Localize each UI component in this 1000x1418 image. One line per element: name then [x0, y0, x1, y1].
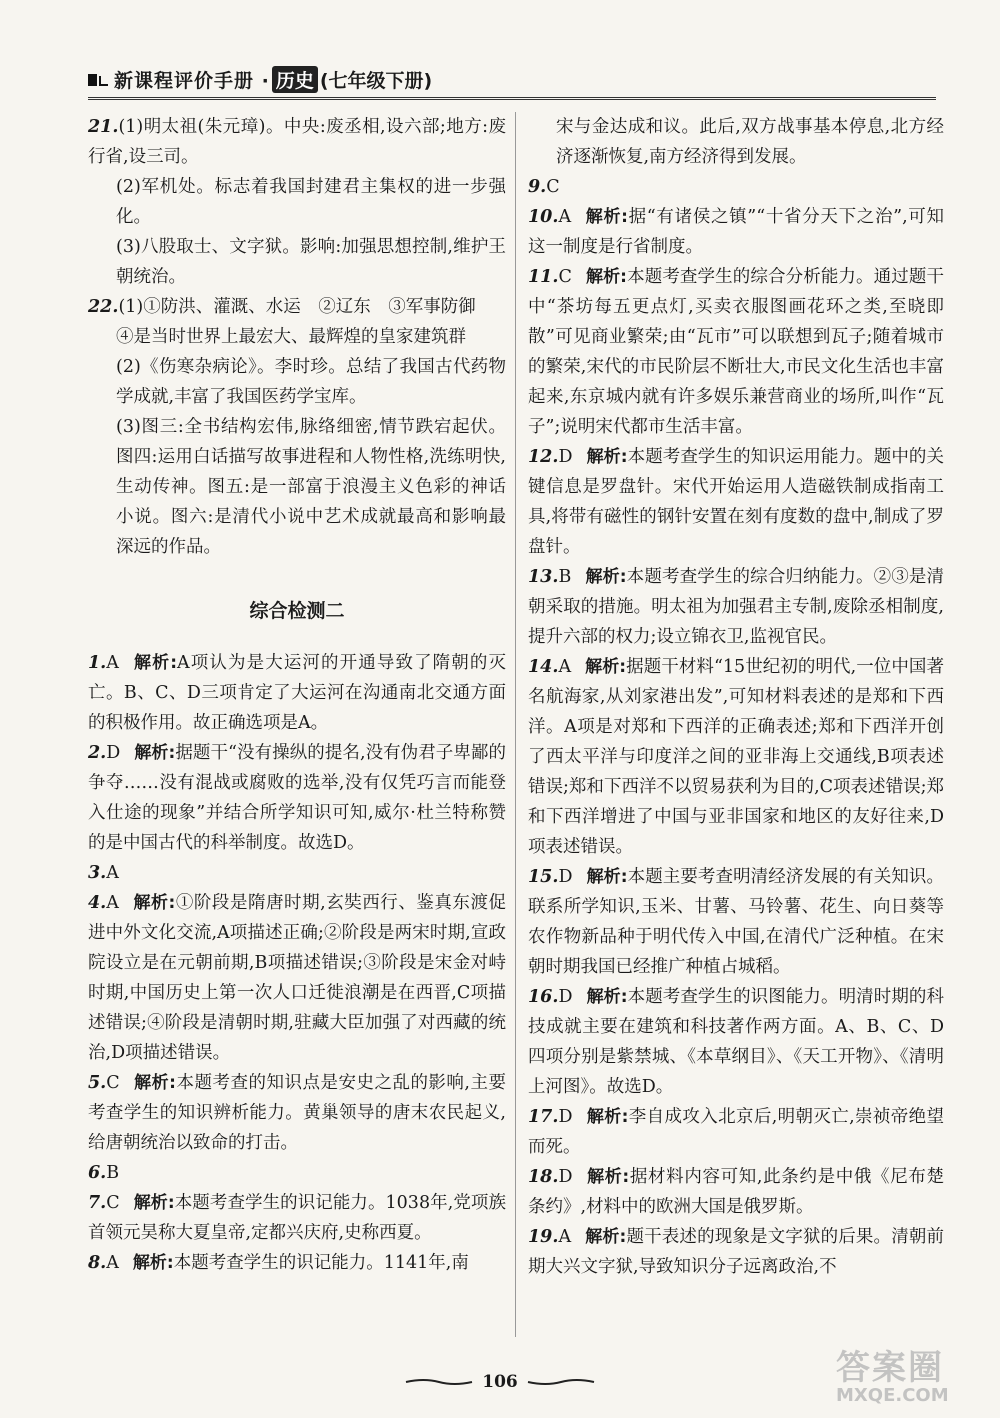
analysis-label: 解析: — [132, 653, 178, 673]
answer-line: (3)图三:全书结构宏伟,脉络细密,情节跌宕起伏。图四:运用白话描写故事进程和人物性格,洗练明快,生动传神。图五:是一部富于浪漫主义色彩的神话小说。图六:是清代小说中艺术成就最高和影响最深远的作品。 — [116, 417, 506, 557]
analysis-text: 题干表述的现象是文字狱的后果。清朝前期大兴文字狱,导致知识分子远离政治,不 — [528, 1227, 944, 1277]
analysis-label: 解析: — [586, 447, 628, 467]
watermark — [836, 1340, 986, 1410]
question-number: 18. — [528, 1167, 559, 1187]
answer-item — [528, 442, 944, 562]
analysis-text: 本题考查学生的综合分析能力。通过题干中“茶坊每五更点灯,买卖衣服图画花环之类,至晓即散”可见商业繁荣;由“瓦市”可以联想到瓦子;随着城市的繁荣,宋代的市民阶层不断壮大,市民文化生活也丰富起来,东京城内就有许多娱乐兼营商业的场所,叫作“瓦子”;说明宋代都市生活丰富。 — [528, 267, 944, 437]
left-column — [88, 112, 506, 1278]
watermark-url: MXQE.COM — [836, 1385, 949, 1406]
answer-item — [528, 862, 944, 982]
analysis-text: 李自成攻入北京后,明朝灭亡,崇祯帝绝望而死。 — [528, 1107, 944, 1157]
answer-choice: A — [558, 657, 572, 677]
answer-line: (2)《伤寒杂病论》。李时珍。总结了我国古代药物学成就,丰富了我国医药学宝库。 — [116, 357, 506, 407]
question-number: 13. — [528, 567, 559, 587]
analysis-text: 本题考查学生的知识运用能力。题中的关键信息是罗盘针。宋代开始运用人造磁铁制成指南工具,将带有磁性的钢针安置在刻有度数的盘中,制成了罗盘针。 — [528, 447, 944, 557]
left-ornament-icon — [404, 1377, 474, 1387]
answer-item — [528, 202, 944, 262]
question-22 — [88, 292, 506, 562]
answer-choice: D — [558, 1167, 573, 1187]
question-number: 3. — [88, 863, 107, 883]
analysis-text: ①阶段是隋唐时期,玄奘西行、鉴真东渡促进中外文化交流,A项描述正确;②阶段是两宋时期,宣政院设立是在元朝前期,B项描述错误;③阶段是宋金对峙时期,中国历史上第一次人口迁徙浪潮是在西晋,C项描述错误;④阶段是清朝时期,驻藏大臣加强了对西藏的统治,D项描述错误。 — [88, 893, 506, 1063]
answer-item — [528, 172, 944, 202]
answer-choice: D — [558, 987, 573, 1007]
answer-choice: A — [558, 1227, 572, 1247]
answer-line: (1)①防洪、灌溉、水运 ②辽东 ③军事防御 — [118, 297, 476, 317]
answer-choice: D — [558, 447, 573, 467]
question-number: 1. — [88, 653, 107, 673]
section-title: 综合检测二 — [249, 600, 345, 622]
answer-item — [528, 1162, 944, 1222]
analysis-label: 解析: — [585, 267, 627, 287]
right-ornament-icon — [526, 1377, 596, 1387]
analysis-label: 解析: — [134, 743, 176, 763]
header-grade: (七年级下册) — [319, 69, 433, 92]
answer-choice: A — [106, 1253, 119, 1273]
question-number: 21. — [88, 117, 119, 137]
question-number: 16. — [528, 987, 559, 1007]
answer-item — [88, 648, 506, 738]
answer-choice: A — [558, 207, 572, 227]
answer-choice: C — [106, 1073, 120, 1093]
analysis-text: 据“有诸侯之镇”“十省分天下之治”,可知这一制度是行省制度。 — [528, 207, 944, 257]
question-number: 17. — [528, 1107, 559, 1127]
answer-item — [88, 1068, 506, 1158]
question-number: 14. — [528, 657, 559, 677]
answer-choice: B — [558, 567, 572, 587]
answer-item — [88, 858, 506, 888]
answer-choice: C — [546, 177, 560, 197]
analysis-label: 解析: — [586, 987, 628, 1007]
analysis-text: A项认为是大运河的开通导致了隋朝的灭亡。B、C、D三项肯定了大运河在沟通南北交通方面的积极作用。故正确选项是A。 — [88, 653, 506, 733]
answer-item — [528, 562, 944, 652]
question-number: 6. — [88, 1163, 107, 1183]
analysis-label: 解析: — [586, 1167, 630, 1187]
answer-line: (1)明太祖(朱元璋)。中央:废丞相,设六部;地方:废行省,设三司。 — [88, 117, 506, 167]
answer-item — [88, 1248, 506, 1278]
answer-item — [88, 1188, 506, 1248]
book-icon — [88, 72, 108, 86]
answer-choice: C — [558, 267, 572, 287]
answer-list-right — [528, 172, 944, 1282]
answer-line: (3)八股取士、文字狱。影响:加强思想控制,维护王朝统治。 — [116, 237, 506, 287]
question-number: 10. — [528, 207, 559, 227]
answer-item — [528, 982, 944, 1102]
analysis-text: 据题干材料“15世纪初的明代,一位中国著名航海家,从刘家港出发”,可知材料表述的是郑和下西洋。A项是对郑和下西洋的正确表述;郑和下西洋开创了西太平洋与印度洋之间的亚非海上交通线,B项表述错误;郑和下西洋不以贸易获利为目的,C项表述错误;郑和下西洋增进了中国与亚非国家和地区的友好往来,D项表述错误。 — [528, 657, 944, 857]
answer-choice: D — [558, 867, 573, 887]
analysis-text: 本题考查学生的识记能力。1141年,南 — [173, 1253, 469, 1273]
analysis-text: 本题考查学生的识图能力。明清时期的科技成就主要在建筑和科技著作两方面。A、B、C、D四项分别是紫禁城、《本草纲目》、《天工开物》、《清明上河图》。故选D。 — [528, 987, 944, 1097]
answer-item — [528, 262, 944, 442]
question-number: 8. — [88, 1253, 107, 1273]
answer-item — [88, 738, 506, 858]
answer-line: (2)军机处。标志着我国封建君主集权的进一步强化。 — [116, 177, 506, 227]
continuation-line: 宋与金达成和议。此后,双方战事基本停息,北方经济逐渐恢复,南方经济得到发展。 — [556, 117, 944, 167]
analysis-label: 解析: — [585, 1227, 627, 1247]
answer-item — [88, 888, 506, 1068]
page-header — [88, 62, 938, 96]
answer-item — [528, 1222, 944, 1282]
analysis-label: 解析: — [586, 867, 628, 887]
answer-choice: A — [106, 893, 119, 913]
analysis-label: 解析: — [585, 207, 628, 227]
answer-line: ④是当时世界上最宏大、最辉煌的皇家建筑群 — [116, 327, 466, 347]
analysis-label: 解析: — [133, 1073, 176, 1093]
analysis-label: 解析: — [132, 893, 176, 913]
question-21 — [88, 112, 506, 292]
analysis-text: 本题考查学生的识记能力。1038年,党项族首领元昊称大夏皇帝,定都兴庆府,史称西夏。 — [88, 1193, 506, 1243]
header-divider — [88, 97, 936, 100]
header-title: 新课程评价手册 · — [114, 69, 270, 92]
analysis-label: 解析: — [585, 657, 627, 677]
question-number: 5. — [88, 1073, 107, 1093]
analysis-text: 本题考查学生的综合归纳能力。②③是清朝采取的措施。明太祖为加强君主专制,废除丞相制度,提升六部的权力;设立锦衣卫,监视官民。 — [528, 567, 944, 647]
answer-choice: C — [106, 1193, 120, 1213]
question-number: 15. — [528, 867, 559, 887]
analysis-label: 解析: — [133, 1193, 175, 1213]
answer-choice: B — [106, 1163, 120, 1183]
question-number: 12. — [528, 447, 559, 467]
answer-choice: D — [558, 1107, 573, 1127]
question-number: 2. — [88, 743, 107, 763]
analysis-text: 本题主要考查明清经济发展的有关知识。联系所学知识,玉米、甘薯、马铃薯、花生、向日葵等农作物新品种于明代传入中国,在清代广泛种植。在宋朝时期我国已经推广种植占城稻。 — [528, 867, 944, 977]
question-number: 9. — [528, 177, 547, 197]
answer-item — [528, 1102, 944, 1162]
header-subject: 历史 — [272, 66, 318, 93]
column-divider — [515, 112, 516, 1337]
question-number: 19. — [528, 1227, 559, 1247]
analysis-text: 据材料内容可知,此条约是中俄《尼布楚条约》,材料中的欧洲大国是俄罗斯。 — [528, 1167, 944, 1217]
answer-choice: A — [106, 653, 119, 673]
answer-item — [88, 1158, 506, 1188]
question-number: 7. — [88, 1193, 107, 1213]
continuation-text — [528, 112, 944, 172]
question-number: 11. — [528, 267, 559, 287]
answer-list-left — [88, 648, 506, 1278]
analysis-label: 解析: — [132, 1253, 174, 1273]
watermark-text: 答案圈 — [836, 1348, 944, 1388]
page-number: 106 — [482, 1372, 518, 1392]
answer-item — [528, 652, 944, 862]
right-column — [528, 112, 944, 1282]
question-number: 4. — [88, 893, 107, 913]
analysis-text: 据题干“没有操纵的提名,没有伪君子卑鄙的争夺……没有混战或腐败的选举,没有仅凭巧言而能登入仕途的现象”并结合所学知识可知,威尔·杜兰特称赞的是中国古代的科举制度。故选D。 — [88, 743, 506, 853]
analysis-label: 解析: — [586, 1107, 629, 1127]
analysis-text: 本题考查的知识点是安史之乱的影响,主要考查学生的知识辨析能力。黄巢领导的唐末农民起义,给唐朝统治以致命的打击。 — [88, 1073, 506, 1153]
analysis-label: 解析: — [585, 567, 627, 587]
answer-choice: D — [106, 743, 121, 763]
question-number: 22. — [88, 297, 119, 317]
answer-choice: A — [106, 863, 119, 883]
